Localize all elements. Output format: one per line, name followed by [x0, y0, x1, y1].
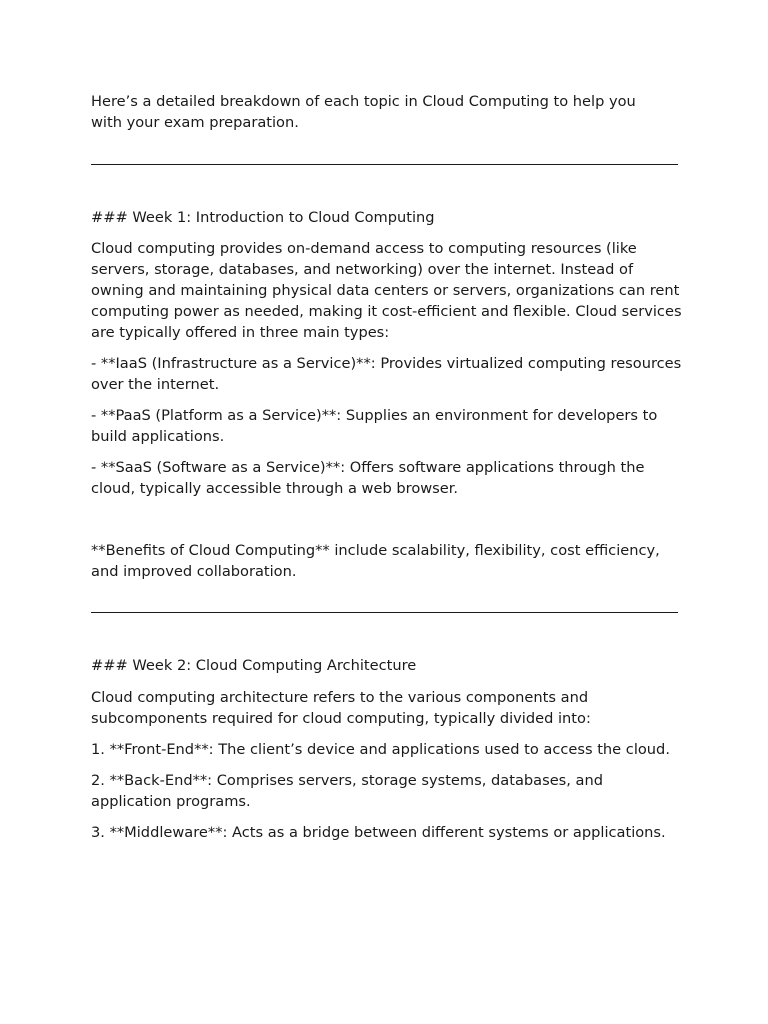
- section-divider: [91, 612, 678, 613]
- week1-item-paas: - **PaaS (Platform as a Service)**: Supplies an environment for developers to build applications.: [91, 407, 658, 445]
- week2-item-front-end: 1. **Front-End**: The client’s device and applications used to access the cloud.: [91, 741, 670, 758]
- week1-item-saas: - **SaaS (Software as a Service)**: Offers software applications through the cloud, typically accessible through a web browser.: [91, 459, 645, 497]
- week2-item-middleware: 3. **Middleware**: Acts as a bridge between different systems or applications.: [91, 824, 666, 841]
- week2-heading: ### Week 2: Cloud Computing Architecture: [91, 657, 417, 674]
- week1-body: Cloud computing provides on-demand access to computing resources (like servers, storage, databases, and networking) over the internet. Instead of owning and maintaining physical data centers or servers, organizations can rent computing power as needed, making it cost-efficient and flexible. Cloud services are typically offered in three main types:: [91, 240, 682, 341]
- section-divider: [91, 164, 678, 165]
- week2-item-back-end: 2. **Back-End**: Comprises servers, storage systems, databases, and application programs.: [91, 772, 604, 810]
- intro-paragraph: Here’s a detailed breakdown of each topic in Cloud Computing to help you with your exam preparation.: [91, 93, 636, 131]
- week1-heading: ### Week 1: Introduction to Cloud Computing: [91, 209, 435, 226]
- week1-benefits: **Benefits of Cloud Computing** include scalability, flexibility, cost efficiency, and improved collaboration.: [91, 542, 660, 580]
- week1-item-iaas: - **IaaS (Infrastructure as a Service)**: Provides virtualized computing resources over the internet.: [91, 355, 682, 393]
- document-page: [91, 91, 683, 843]
- week2-body: Cloud computing architecture refers to the various components and subcomponents required for cloud computing, typically divided into:: [91, 689, 591, 727]
